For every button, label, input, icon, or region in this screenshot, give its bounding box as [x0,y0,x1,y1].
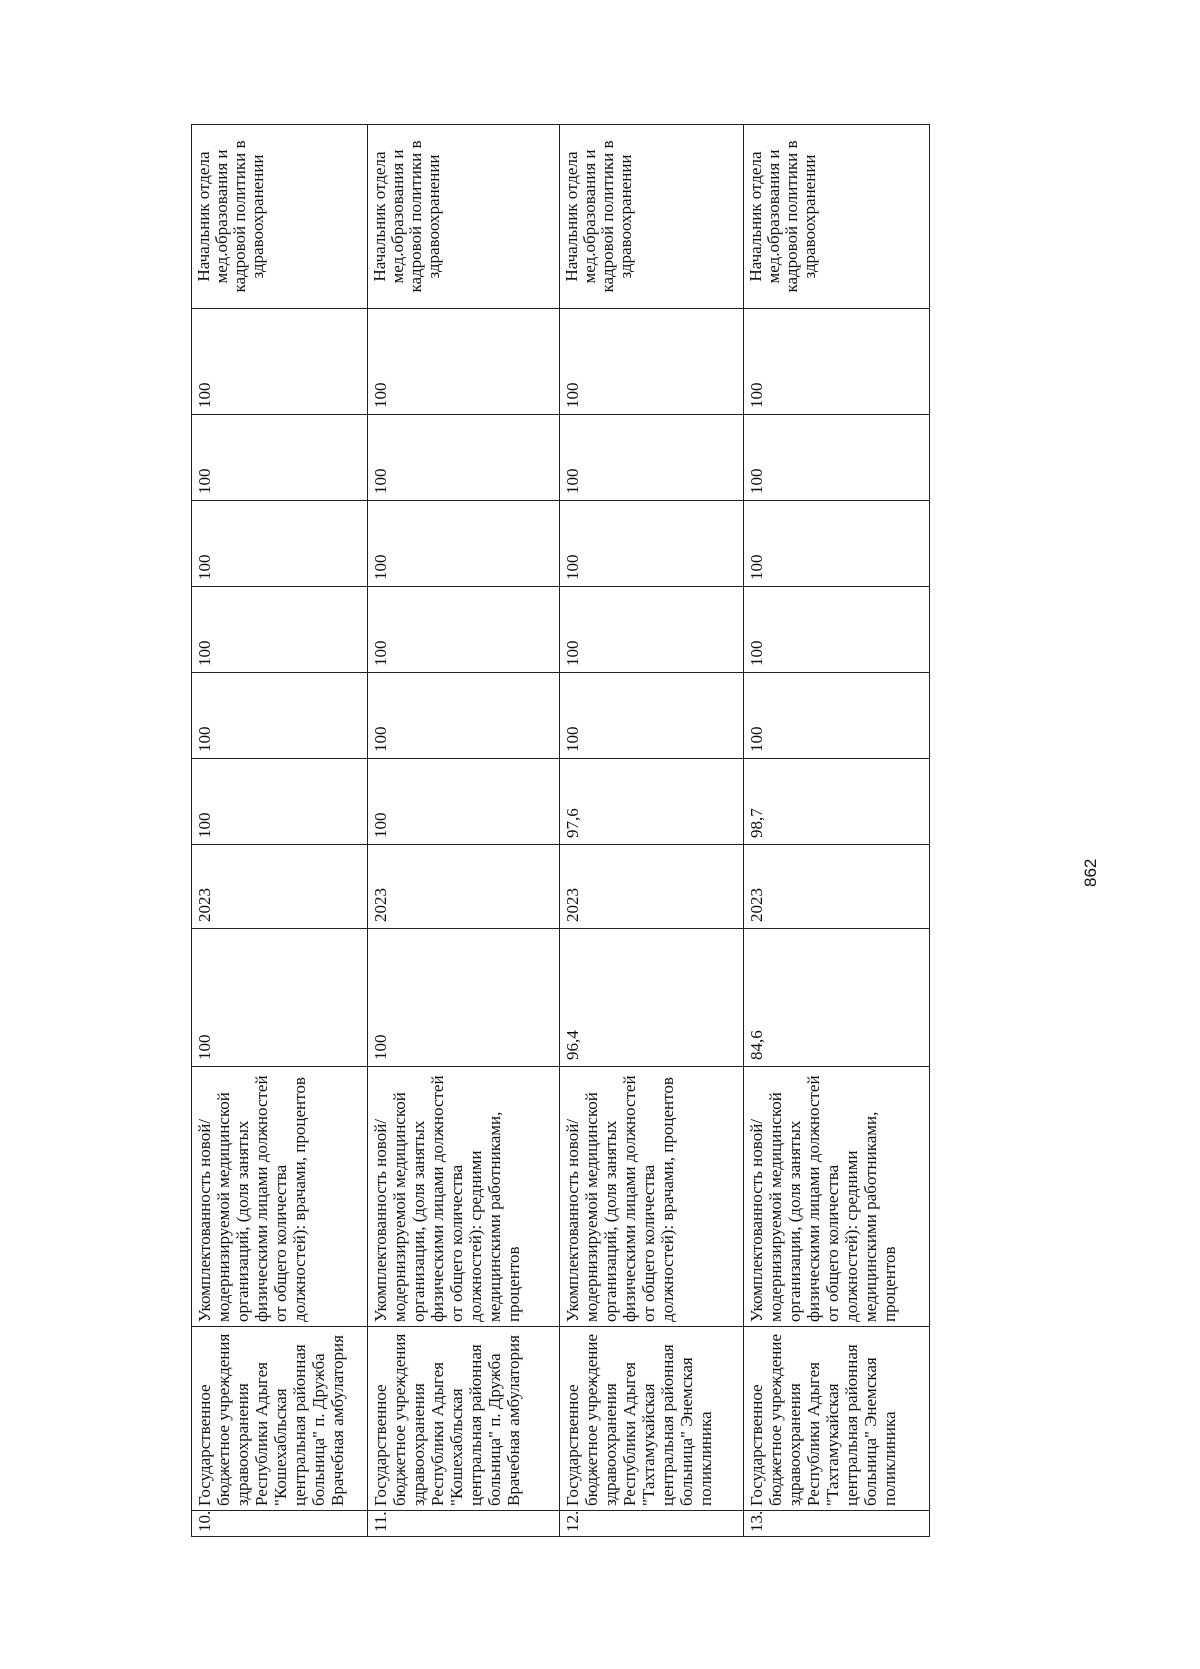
institution-name: Государственное бюджетное учреждение здравоохранения Республики Адыгея "Тахтамукайская центральная районная больница" Энемская поликлиника [744,1327,930,1511]
responsible-person: Начальник отдела мед.образования и кадровой политики в здравоохранении [368,125,560,309]
target-value: 100 [192,415,368,501]
target-value: 100 [560,415,744,501]
target-value: 100 [192,309,368,415]
target-value: 100 [192,587,368,673]
target-value: 100 [368,501,560,587]
table-row [560,125,744,1537]
base-year: 2023 [744,845,930,929]
target-value: 98,7 [744,759,930,845]
base-value: 84,6 [744,929,930,1067]
responsible-person: Начальник отдела мед.образования и кадровой политики в здравоохранении [192,125,368,309]
institution-name: Государственное бюджетное учреждения здравоохранения Республики Адыгея "Кошехабльская центральная районная больница" п. Дружба Врачебная амбулатория [368,1327,560,1511]
institution-name: Государственное бюджетное учреждения здравоохранения Республики Адыгея "Кошехабльская центральная районная больница" п. Дружба Врачебная амбулатория [192,1327,368,1511]
target-value: 100 [744,587,930,673]
target-value: 100 [192,759,368,845]
base-value: 100 [192,929,368,1067]
target-value: 100 [192,501,368,587]
base-year: 2023 [192,845,368,929]
target-value: 100 [192,673,368,759]
row-number: 10. [192,1511,368,1537]
target-value: 100 [744,309,930,415]
base-value: 96,4 [560,929,744,1067]
table-row [744,125,930,1537]
target-value: 100 [368,673,560,759]
table-row [368,125,560,1537]
base-value: 100 [368,929,560,1067]
target-value: 100 [368,415,560,501]
base-year: 2023 [560,845,744,929]
row-number: 12. [560,1511,744,1537]
target-value: 100 [744,673,930,759]
table-row [192,125,368,1537]
indicators-table [191,124,930,1537]
responsible-person: Начальник отдела мед.образования и кадровой политики в здравоохранении [744,125,930,309]
indicator-name: Укомплектованность новой/модернизируемой медицинской организации, (доля занятых физическими лицами должностей от общего количества должностей): средними медицинскими работниками, процентов [368,1067,560,1327]
indicator-name: Укомплектованность новой/модернизируемой медицинской организаций, (доля занятых физическими лицами должностей от общего количества должностей): врачами, процентов [192,1067,368,1327]
target-value: 100 [368,309,560,415]
row-number: 13. [744,1511,930,1537]
target-value: 100 [744,501,930,587]
indicator-name: Укомплектованность новой/модернизируемой медицинской организаций, (доля занятых физическими лицами должностей от общего количества должностей): врачами, процентов [560,1067,744,1327]
target-value: 100 [560,309,744,415]
target-value: 100 [560,673,744,759]
target-value: 100 [560,587,744,673]
target-value: 97,6 [560,759,744,845]
base-year: 2023 [368,845,560,929]
institution-name: Государственное бюджетное учреждение здравоохранения Республики Адыгея "Тахтамукайская центральная районная больница" Энемская поликлиника [560,1327,744,1511]
responsible-person: Начальник отдела мед.образования и кадровой политики в здравоохранении [560,125,744,309]
target-value: 100 [368,759,560,845]
row-number: 11. [368,1511,560,1537]
target-value: 100 [368,587,560,673]
page-number: 862 [1081,858,1100,887]
indicator-name: Укомплектованность новой/модернизируемой медицинской организации, (доля занятых физическими лицами должностей от общего количества должностей): средними медицинскими работниками, процентов [744,1067,930,1327]
target-value: 100 [560,501,744,587]
target-value: 100 [744,415,930,501]
